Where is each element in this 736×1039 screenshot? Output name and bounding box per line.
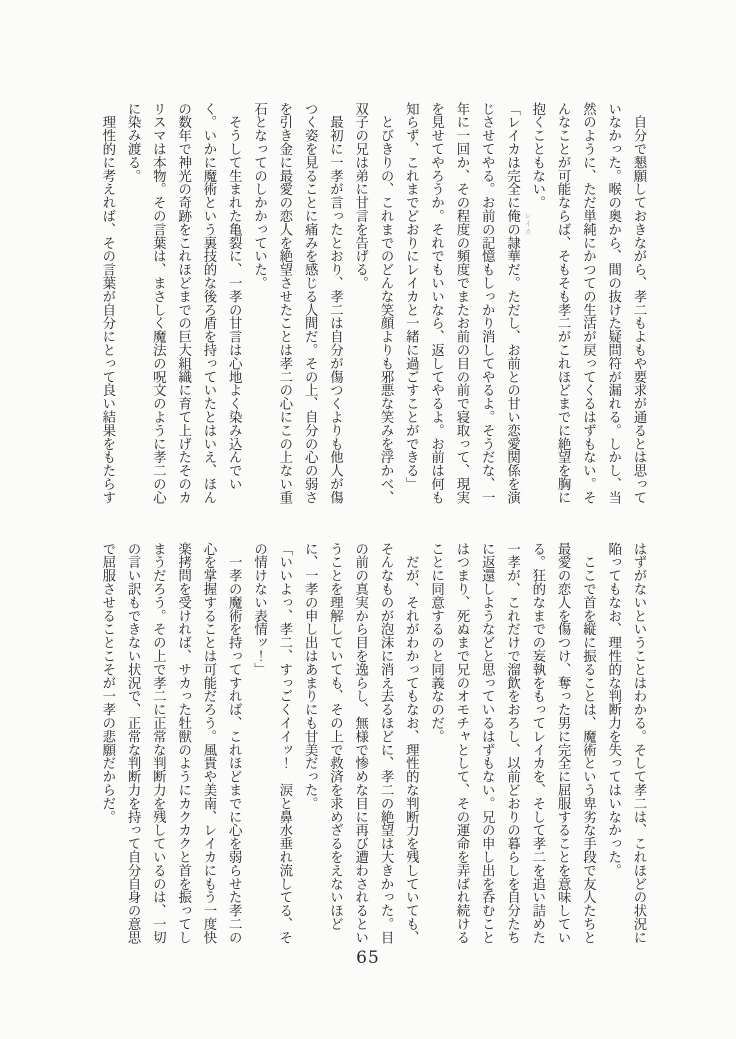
paragraph: だが、それがわかってもなお、理性的な判断力を残していても、そんなものが泡沫に消え去るほどに、孝二の絶望は大きかった。目の前の真実から目を逸らし、無様で惨めな目に再び遭わされるということを理解していても、その上で救済を求めざるをえないほどに、一孝の申し出はあまりにも甘美だった。	[302, 542, 419, 944]
paragraph: 理性的に考えれば、その言葉が自分にとって良い結果をもたらす	[99, 102, 115, 504]
paragraph: そうして生まれた亀裂に、一孝の甘言は心地よく染み込んでいく。いかに魔術という裏技的な後ろ盾を持っていたとはいえ、ほんの数年で神光の奇跡をこれほどまでの巨大組織に育て上げたそのカリスマは本物。その言葉は、まさしく魔法の呪文のように孝二の心に染み渡る。	[125, 102, 242, 504]
page-number: 65	[356, 948, 380, 968]
paragraph: はずがないということはわかる。そして孝二は、これほどの状況に陥ってもなお、理性的な判断力を失ってはいなかった。	[605, 542, 646, 944]
paragraph: とびきりの、これまでのどんな笑顔よりも邪悪な笑みを浮かべ、双子の兄は弟に甘言を告げる。	[352, 102, 394, 504]
lower-text-block	[90, 542, 651, 946]
upper-text-block	[90, 102, 651, 506]
paragraph: ここで首を縦に振ることは、魔術という卑劣な手段で友人たちと最愛の恋人を傷つけ、奪った男に完全に屈服することを意味している。狂的なまでの妄執をもってレイカを、そして孝二を追い詰めた一孝が、これだけで溜飲をおろし、以前どおりの暮らしを自分たちに返還しようなどと思っているはずもない。兄の申し出を呑むことはつまり、死ぬまで兄のオモチャとして、その運命を弄ばれ続けることに同意するのと同義なのだ。	[428, 542, 596, 944]
paragraph: 一孝の魔術を持ってすれば、これほどまでに心を弱らせた孝二の心を掌握することは可能だろう。風貴や美南、レイカにもう一度快楽拷問を受ければ、サカった牡獣のようにカクカクと首を振ってしまうだろう。その上で孝二に正常な判断力を残しているのは、一切の言い訳もできない状況で、正常な判断力を持って自分自身の意思で屈服させることこそが一孝の悲願だからだ。	[99, 542, 242, 944]
paragraph: 最初に一孝が言ったとおり、孝二は自分が傷つくよりも他人が傷つく姿を見ることに痛みを感じる人間だ。その上、自分の心の弱さを引き金に最愛の恋人を絶望させたことは孝二の心にこの上ない重石となってのしかかっていた。	[251, 102, 343, 504]
ruby-annotation: レイカ	[524, 212, 532, 236]
paragraph: 自分で懇願しておきながら、孝二もよもや要求が通るとは思っていなかった。喉の奥から、間の抜けた疑問符が漏れる。しかし、当然のように、ただ単純にかつての生活が戻ってくるはずもない。そんなことが可能ならば、そもそも孝二がこれほどまでに絶望を胸に抱くこともない。	[529, 102, 646, 504]
paragraph: 「いいよっ、孝二、すっごくイイッ！ 涙と鼻水垂れ流してる、その情けない表情ッ！」	[251, 542, 292, 944]
paragraph: 「レイカは完全に俺の隷華だ。ただし、お前との甘い恋愛関係を演じさせてやる。お前の記憶もしっかり消してやるよ。そうだな、一年に一回か、その程度の頻度でまたお前の目の前で寝取って、現実を見せてやろうか。それでもいいなら、返してやるよ。お前は何も知らず、これまでどおりにレイカと一緒に過ごすことができる」	[403, 102, 520, 504]
